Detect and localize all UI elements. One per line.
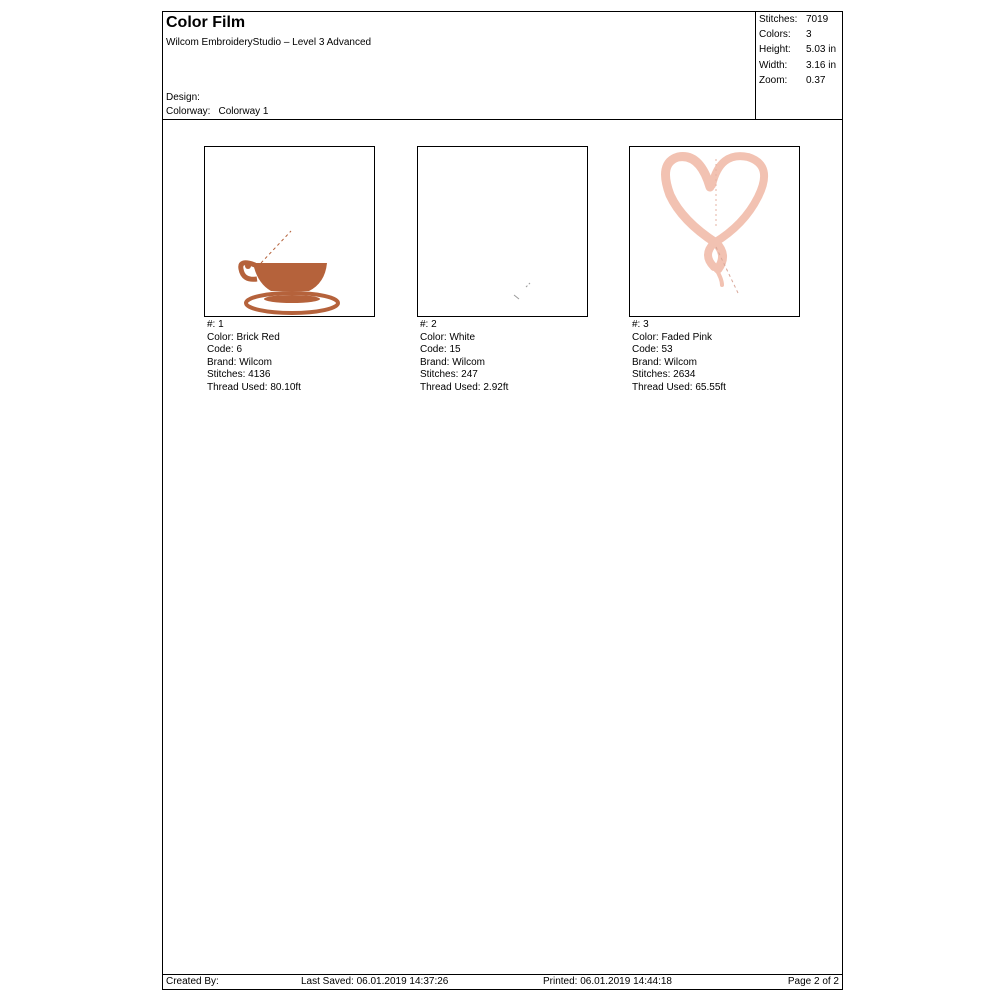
film-number: #: 3	[632, 319, 649, 330]
colorway-label: Colorway:	[166, 106, 211, 117]
film-color: Color: White	[420, 331, 476, 343]
film-info-2	[420, 319, 508, 394]
printed-date: Printed: 06.01.2019 14:44:18	[543, 976, 672, 987]
created-by: Created By:	[166, 976, 219, 987]
software-name: Wilcom EmbroideryStudio – Level 3 Advanced	[166, 37, 372, 48]
heart-icon	[630, 147, 801, 318]
color-swatch-3	[629, 146, 800, 317]
stat-label: Stitches:	[759, 14, 798, 25]
last-saved: Last Saved: 06.01.2019 14:37:26	[301, 976, 449, 987]
stat-width	[759, 60, 843, 74]
film-info-3	[632, 319, 726, 394]
stat-value: 3.16 in	[806, 60, 837, 71]
design-stats-panel	[755, 12, 843, 119]
white-stitch-icon	[418, 147, 589, 318]
stat-value: 3	[806, 29, 812, 40]
film-info-1	[207, 319, 301, 394]
film-code: Code: 53	[632, 344, 673, 355]
color-swatch-2	[417, 146, 588, 317]
colorway-value: Colorway 1	[218, 106, 269, 117]
design-field	[166, 92, 200, 103]
report-footer	[163, 974, 842, 989]
colorway-field	[166, 106, 269, 117]
stat-label: Height:	[759, 44, 791, 55]
film-brand: Brand: Wilcom	[207, 356, 273, 368]
report-header	[163, 12, 842, 120]
stat-value: 7019	[806, 14, 829, 25]
film-code: Code: 6	[207, 344, 243, 355]
film-number: #: 1	[207, 319, 224, 330]
film-thread-used: Thread Used: 65.55ft	[632, 381, 726, 393]
design-label: Design:	[166, 92, 200, 103]
film-stitches: Stitches: 247	[420, 369, 478, 380]
color-swatch-1	[204, 146, 375, 317]
film-thread-used: Thread Used: 80.10ft	[207, 381, 301, 393]
stat-label: Colors:	[759, 29, 791, 40]
page-number: Page 2 of 2	[787, 976, 839, 987]
film-code: Code: 15	[420, 344, 461, 355]
film-stitches: Stitches: 4136	[207, 369, 271, 380]
film-stitches: Stitches: 2634	[632, 369, 696, 380]
film-brand: Brand: Wilcom	[420, 356, 486, 368]
film-number: #: 2	[420, 319, 437, 330]
stat-stitches	[759, 14, 843, 28]
color-film-sheet	[162, 11, 843, 990]
stat-label: Zoom:	[759, 75, 788, 86]
stat-height	[759, 44, 843, 58]
stat-value: 0.37	[806, 75, 826, 86]
stat-zoom	[759, 75, 843, 89]
stat-value: 5.03 in	[806, 44, 837, 55]
film-color: Color: Brick Red	[207, 331, 280, 343]
film-thread-used: Thread Used: 2.92ft	[420, 381, 509, 393]
film-brand: Brand: Wilcom	[632, 356, 698, 368]
stat-colors	[759, 29, 843, 43]
report-title: Color Film	[166, 14, 246, 31]
film-color: Color: Faded Pink	[632, 331, 713, 343]
teacup-icon	[205, 147, 376, 318]
stat-label: Width:	[759, 60, 788, 71]
